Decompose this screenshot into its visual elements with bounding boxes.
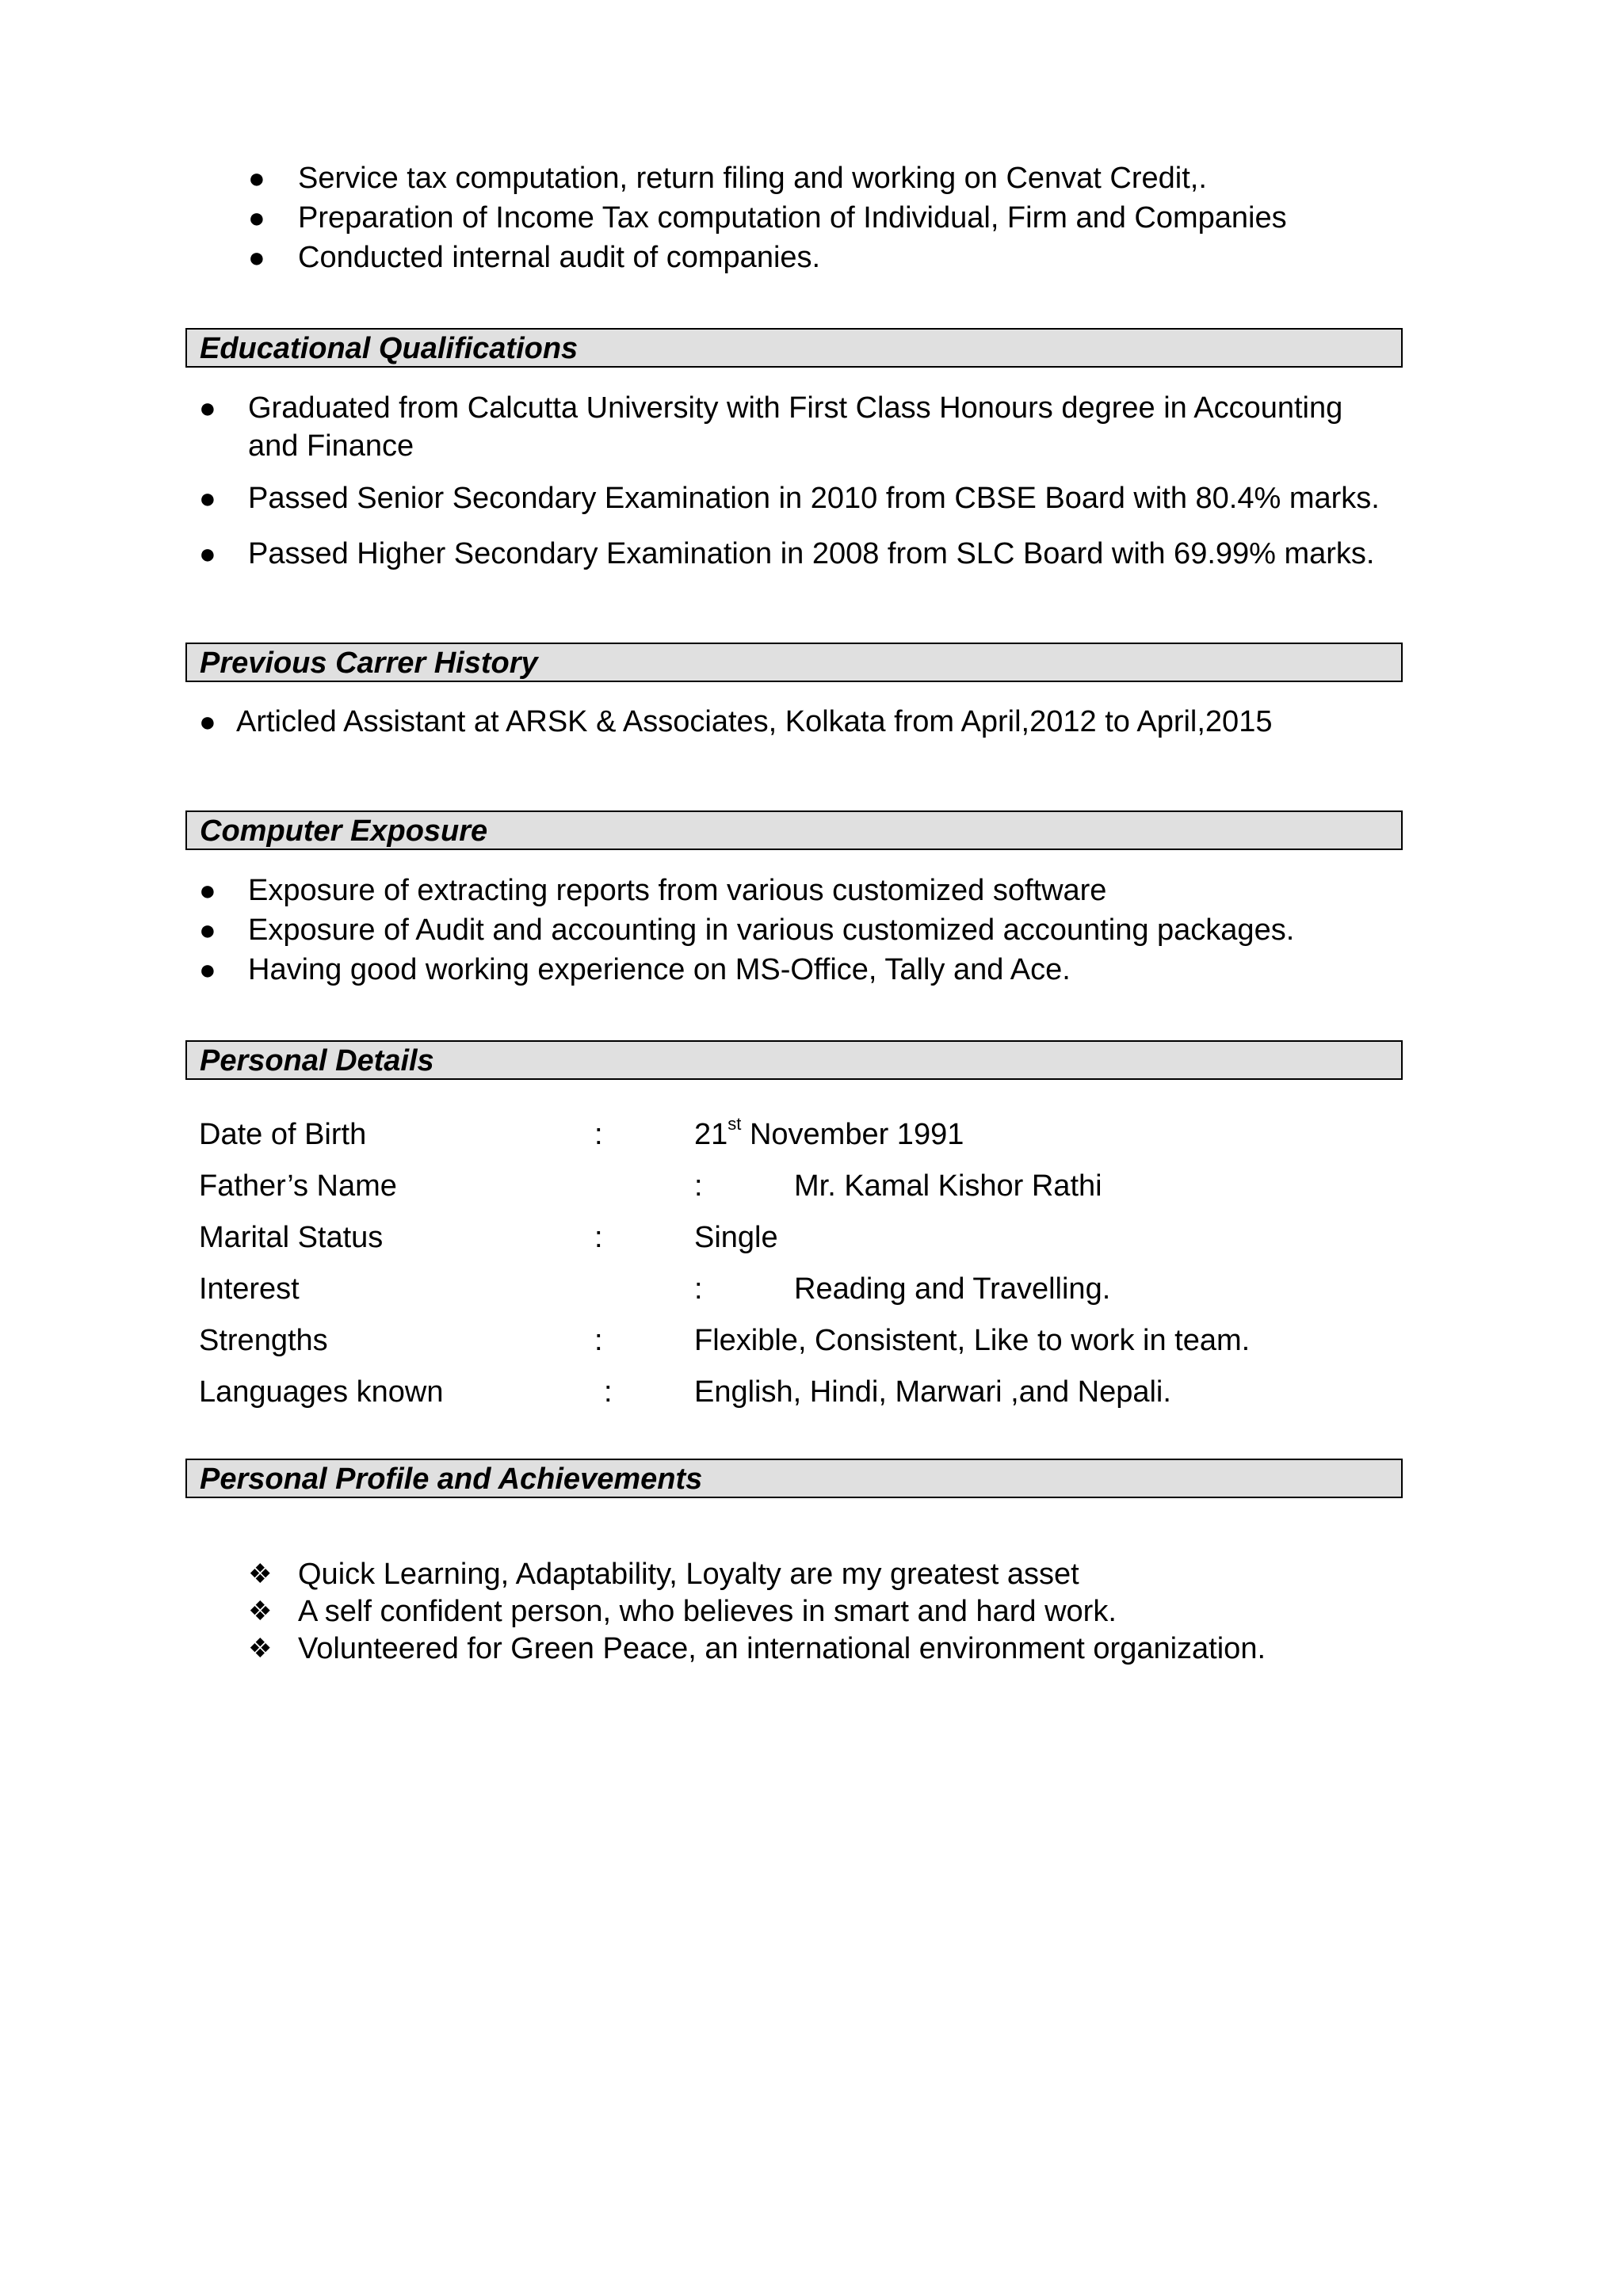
separator: :	[594, 1324, 603, 1357]
bullet-icon: ●	[199, 953, 216, 986]
list-item: Having good working experience on MS-Office, Tally and Ace.	[248, 953, 1071, 986]
section-title: Educational Qualifications	[200, 332, 579, 365]
section-header-education	[185, 328, 1403, 368]
section-title: Computer Exposure	[200, 814, 488, 848]
list-item: Volunteered for Green Peace, an international environment organization.	[298, 1632, 1266, 1665]
bullet-icon: ●	[199, 705, 216, 738]
diamond-bullet-icon: ❖	[248, 1596, 273, 1627]
bullet-icon: ●	[248, 162, 265, 194]
marital-label: Marital Status	[199, 1221, 384, 1254]
dob-rest: November 1991	[741, 1118, 964, 1151]
diamond-bullet-icon: ❖	[248, 1559, 273, 1589]
list-item: Exposure of extracting reports from various customized software	[248, 874, 1107, 907]
list-item: A self confident person, who believes in smart and hard work.	[298, 1595, 1117, 1628]
list-item-continuation: and Finance	[248, 429, 414, 463]
separator: :	[594, 1221, 603, 1254]
bullet-icon: ●	[199, 874, 216, 906]
separator: :	[694, 1272, 703, 1306]
dob-suffix: st	[727, 1114, 742, 1135]
father-value: Mr. Kamal Kishor Rathi	[794, 1169, 1102, 1203]
list-item: Graduated from Calcutta University with First Class Honours degree in Accounting	[248, 391, 1343, 425]
list-item: Preparation of Income Tax computation of Individual, Firm and Companies	[298, 201, 1287, 235]
bullet-icon: ●	[199, 913, 216, 946]
bullet-icon: ●	[199, 537, 216, 570]
separator: :	[604, 1375, 613, 1409]
languages-value: English, Hindi, Marwari ,and Nepali.	[694, 1375, 1171, 1409]
father-label: Father’s Name	[199, 1169, 397, 1203]
section-header-profile	[185, 1459, 1403, 1498]
separator: :	[694, 1169, 703, 1203]
separator: :	[594, 1118, 603, 1151]
section-title: Personal Profile and Achievements	[200, 1463, 703, 1496]
strengths-value: Flexible, Consistent, Like to work in team.	[694, 1324, 1251, 1357]
list-item: Exposure of Audit and accounting in various customized accounting packages.	[248, 913, 1295, 947]
section-header-career	[185, 643, 1403, 682]
dob-day: 21	[694, 1118, 728, 1151]
list-item: Conducted internal audit of companies.	[298, 241, 821, 274]
bullet-icon: ●	[248, 241, 265, 273]
list-item: Passed Senior Secondary Examination in 2010 from CBSE Board with 80.4% marks.	[248, 482, 1380, 515]
interest-value: Reading and Travelling.	[794, 1272, 1111, 1306]
diamond-bullet-icon: ❖	[248, 1634, 273, 1664]
section-title: Previous Carrer History	[200, 646, 538, 680]
list-item: Service tax computation, return filing and working on Cenvat Credit,.	[298, 162, 1207, 195]
bullet-icon: ●	[199, 391, 216, 424]
section-title: Personal Details	[200, 1044, 434, 1077]
section-header-personal	[185, 1040, 1403, 1080]
list-item: Quick Learning, Adaptability, Loyalty are my greatest asset	[298, 1558, 1079, 1591]
strengths-label: Strengths	[199, 1324, 328, 1357]
interest-label: Interest	[199, 1272, 300, 1306]
dob-value	[694, 1116, 964, 1153]
dob-label: Date of Birth	[199, 1118, 367, 1151]
languages-label: Languages known	[199, 1375, 444, 1409]
bullet-icon: ●	[199, 482, 216, 514]
section-header-computer	[185, 810, 1403, 850]
bullet-icon: ●	[248, 201, 265, 234]
list-item: Passed Higher Secondary Examination in 2008 from SLC Board with 69.99% marks.	[248, 537, 1375, 570]
marital-value: Single	[694, 1221, 778, 1254]
list-item: Articled Assistant at ARSK & Associates, Kolkata from April,2012 to April,2015	[236, 705, 1273, 738]
